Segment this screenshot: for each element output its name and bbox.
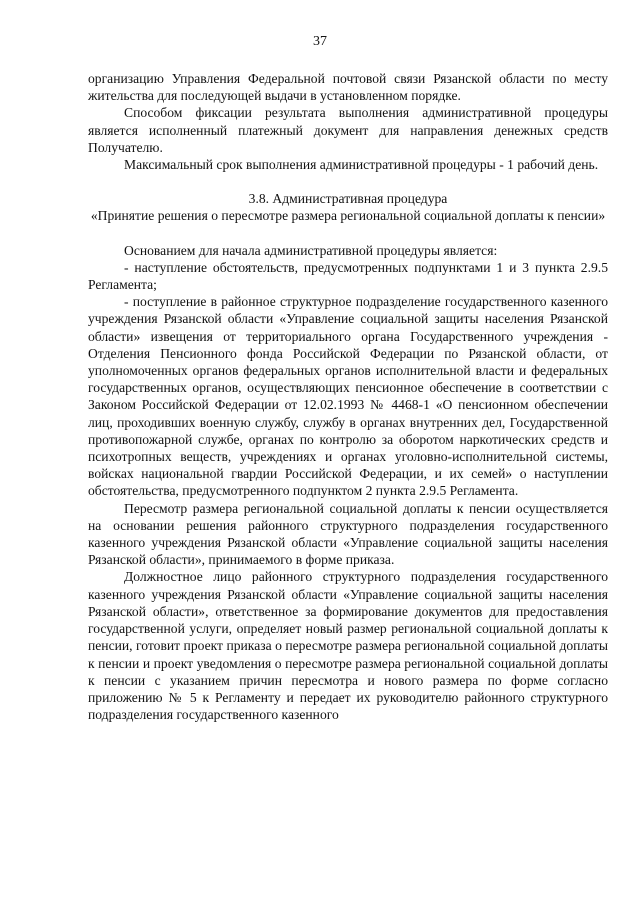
paragraph-3: Максимальный срок выполнения административной процедуры - 1 рабочий день. <box>124 157 599 173</box>
paragraph-8: Должностное лицо районного структурного подразделения государственного казенного учреждения Рязанской области «Управление социальной защиты населения Рязанской области», ответственное за формирование документов для предоставления государственной услуги, определяет новый размер региональной социальной доплаты к пенсии, готовит проект приказа о пересмотре размера региональной социальной доплаты к пенсии и проект уведомления о пересмотре размера региональной социальной доплаты к пенсии с указанием причин пересмотра и нового размера по форме согласно приложению № 5 к Регламенту и передает их руководителю районного структурного подразделения государственного казенного <box>88 569 608 723</box>
paragraph-2: Способом фиксации результата выполнения административной процедуры является исполненный платежный документ для направления денежных средств Получателю. <box>88 105 608 155</box>
spacer <box>88 225 608 242</box>
paragraph-5: - наступление обстоятельств, предусмотренных подпунктами 1 и 3 пункта 2.9.5 Регламента; <box>88 259 608 293</box>
paragraph-1: организацию Управления Федеральной почтовой связи Рязанской области по месту жительства для последующей выдачи в установленном порядке. <box>88 71 608 104</box>
paragraph-7: Пересмотр размера региональной социальной доплаты к пенсии осуществляется на основании решения районного структурного подразделения государственного казенного учреждения Рязанской области «Управление социальной защиты населения Рязанской области», принимаемого в форме приказа. <box>88 500 608 568</box>
section-subtitle: «Принятие решения о пересмотре размера региональной социальной доплаты к пенсии» <box>90 208 606 224</box>
page-number: 37 <box>313 34 327 49</box>
section-title: 3.8. Административная процедура <box>248 191 448 207</box>
spacer <box>88 173 608 190</box>
paragraph-4: Основанием для начала административной процедуры является: <box>124 242 498 258</box>
paragraph-6: - поступление в районное структурное подразделение государственного казенного учреждения Рязанской области «Управление социальной защиты населения Рязанской области» извещения от территориального органа Государственного учреждения - Отделения Пенсионного фонда Российской Федерации по Рязанской области, от уполномоченных органов федеральных органов исполнительной власти и федеральных государственных органов, осуществляющих пенсионное обеспечение в соответствии с Законом Российской Федерации от 12.02.1993 № 4468-1 «О пенсионном обеспечении лиц, проходивших военную службу, службу в органах внутренних дел, Государственной противопожарной службе, органах по контролю за оборотом наркотических средств и психотропных веществ, учреждениях и органах уголовно-исполнительной системы, войсках национальной гвардии Российской Федерации, и их семей» о наступлении обстоятельства, предусмотренного подпунктом 2 пункта 2.9.5 Регламента. <box>88 294 608 499</box>
document-body <box>88 70 608 723</box>
